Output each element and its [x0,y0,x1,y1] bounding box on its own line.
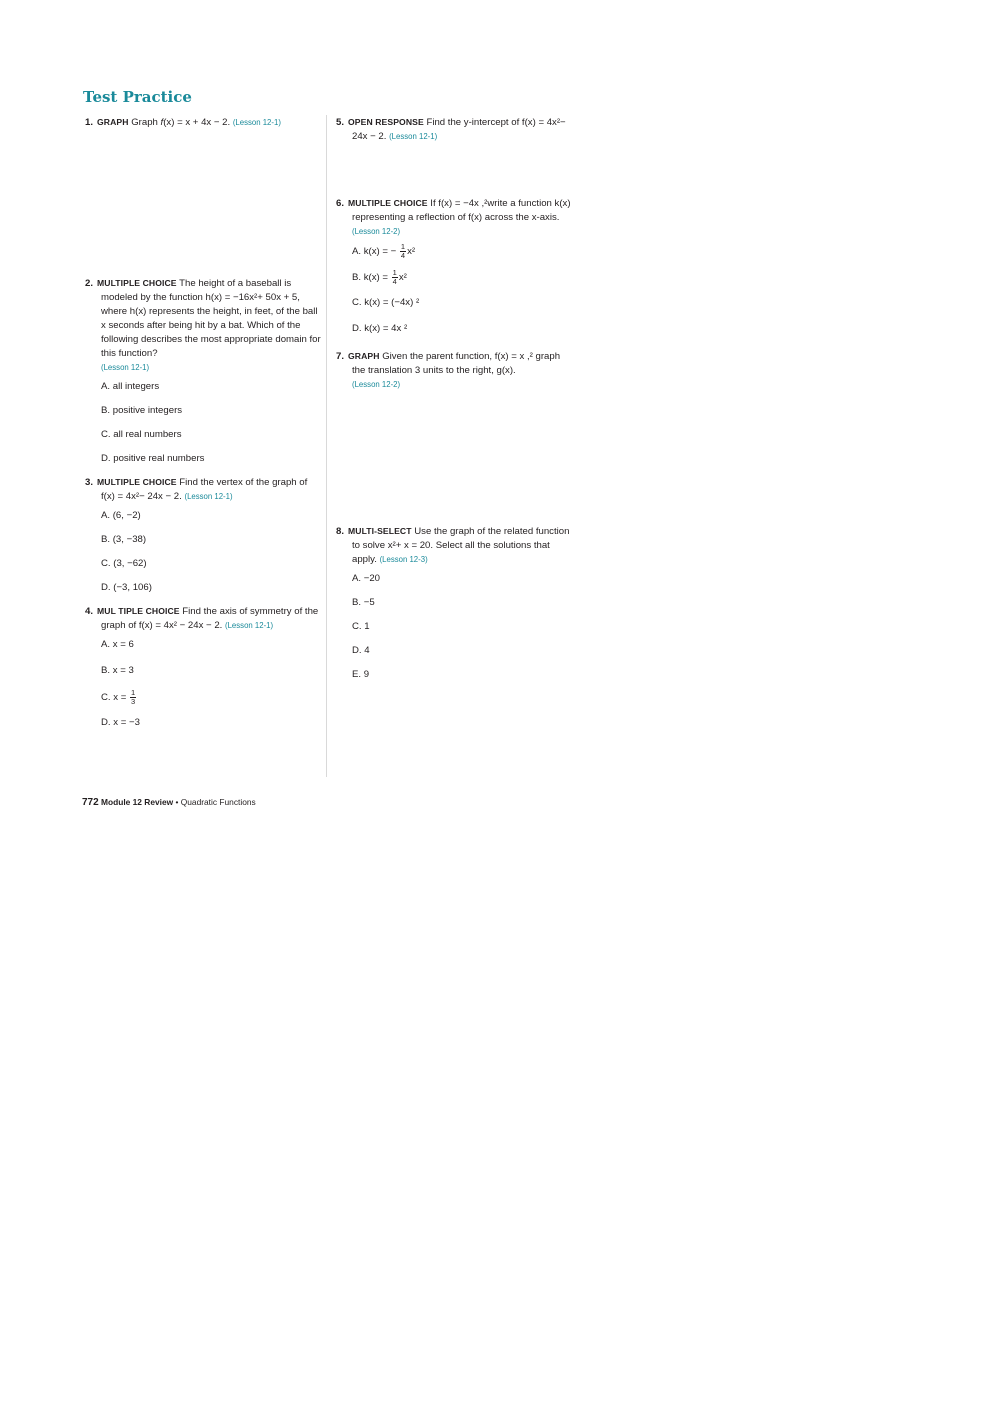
problem-number: 5. [336,117,345,128]
problem-type-label: GRAPH [348,351,380,361]
lesson-link[interactable]: (Lesson 12-1) [232,118,281,127]
choice-c[interactable] [101,689,323,711]
problem-text: Use the graph of the related function to solve x²+ x = 20. Select all the solutions that apply. [352,526,570,565]
lesson-link[interactable]: (Lesson 12-1) [184,492,233,501]
choice-a[interactable]: A. all integers [101,381,160,392]
numerator: 1 [400,242,406,251]
choice-d[interactable]: D. x = −3 [101,717,140,728]
problem-text: Graph [128,117,161,128]
choice-c[interactable]: C. 1 [352,621,370,632]
problem-type-label: MUL TIPLE CHOICE [97,606,180,616]
problem-type-label: GRAPH [97,117,129,127]
problem-number: 7. [336,351,345,362]
page-title: Test Practice [83,88,192,106]
lesson-link[interactable]: (Lesson 12-2) [352,227,401,236]
denominator: 4 [400,251,406,260]
fraction [392,269,398,286]
choice-d[interactable]: D. 4 [352,645,370,656]
answer-choices [85,637,323,737]
denominator: 4 [392,277,397,286]
problem-5-stem [336,115,576,144]
module-title: Module 12 Review [101,797,174,807]
problem-text: Given the parent function, f(x) = x ,² graph the translation 3 units to the right, g(x). [352,351,561,376]
lesson-link[interactable]: (Lesson 12-1) [389,132,438,141]
problem-number: 2. [85,278,94,289]
lesson-link[interactable]: (Lesson 12-1) [225,621,274,630]
choice-c[interactable]: C. (3, −62) [101,558,147,569]
problem-type-label: MULTIPLE CHOICE [97,278,177,288]
answer-choices [85,508,323,600]
answer-choices [336,243,576,343]
lesson-link[interactable]: (Lesson 12-1) [101,363,150,372]
choice-text: x² [407,246,416,258]
problem-4-stem [85,604,323,633]
choice-a[interactable]: A. x = 6 [101,639,134,650]
choice-b[interactable]: B. (3, −38) [101,534,147,545]
problem-number: 1. [85,117,94,128]
problem-type-label: MULTIPLE CHOICE [348,198,428,208]
numerator: 1 [131,688,136,697]
problem-7 [336,349,576,392]
choice-e[interactable]: E. 9 [352,669,370,680]
choice-d[interactable]: D. positive real numbers [101,453,205,464]
problem-3 [85,475,323,600]
function-name: f [160,117,164,128]
problem-8-stem [336,524,576,567]
problem-3-stem [85,475,323,504]
choice-b[interactable]: B. x = 3 [101,665,134,676]
fraction [400,243,406,260]
problem-equation: (x) = x + 4x − 2. [163,117,231,128]
footer-topic: Quadratic Functions [180,797,256,807]
problem-2 [85,276,323,471]
problem-text: Find the axis of symmetry of the graph of f(x) = 4x² − 24x − 2. [101,606,319,631]
choice-text: B. k(x) = [352,272,391,284]
page-number: 772 [82,797,99,808]
problem-8 [336,524,576,687]
numerator: 1 [392,268,397,277]
problem-number: 8. [336,526,345,537]
choice-b[interactable]: B. −5 [352,597,375,608]
problem-number: 6. [336,198,345,209]
answer-choices [85,379,323,471]
problem-number: 3. [85,477,94,488]
choice-a[interactable]: A. (6, −2) [101,510,141,521]
footer-separator: • [173,797,181,807]
problem-number: 4. [85,606,94,617]
choice-c[interactable]: C. k(x) = (−4x) ² [352,297,420,308]
choice-text: x² [398,272,407,284]
page-footer [82,797,256,808]
problem-6-stem [336,196,576,239]
problem-text: The height of a baseball is modeled by the function h(x) = −16x²+ 50x + 5, where h(x) represents the height, in feet, of the ball x seconds after being hit by a bat. Which of the following describes the most appropriate domain for this function? [101,278,321,359]
problem-1-stem [85,115,323,130]
choice-b[interactable] [352,269,576,291]
problem-1 [85,115,323,130]
problem-6 [336,196,576,343]
choice-a[interactable]: A. −20 [352,573,381,584]
problem-5 [336,115,576,144]
problem-4 [85,604,323,737]
problem-text: Find the y-intercept of f(x) = 4x²− 24x − 2. [352,117,566,142]
choice-text: C. x = [101,692,129,704]
answer-choices [336,571,576,687]
problem-type-label: OPEN RESPONSE [348,117,424,127]
choice-b[interactable]: B. positive integers [101,405,183,416]
choice-d[interactable]: D. (−3, 106) [101,582,152,593]
problem-type-label: MULTI-SELECT [348,526,412,536]
lesson-link[interactable]: (Lesson 12-2) [352,380,401,389]
problem-7-stem [336,349,576,392]
choice-text: A. k(x) = − [352,246,399,258]
problem-text: If f(x) = −4x ,²write a function k(x) representing a reflection of f(x) across the x-axis. [352,198,571,223]
fraction [130,689,136,706]
problem-type-label: MULTIPLE CHOICE [97,477,177,487]
choice-a[interactable] [352,243,576,265]
denominator: 3 [131,697,136,706]
problem-text: Find the vertex of the graph of f(x) = 4x²− 24x − 2. [101,477,308,502]
lesson-link[interactable]: (Lesson 12-3) [379,555,428,564]
choice-c[interactable]: C. all real numbers [101,429,182,440]
choice-d[interactable]: D. k(x) = 4x ² [352,323,408,334]
problem-2-stem [85,276,323,375]
column-divider [326,115,327,777]
